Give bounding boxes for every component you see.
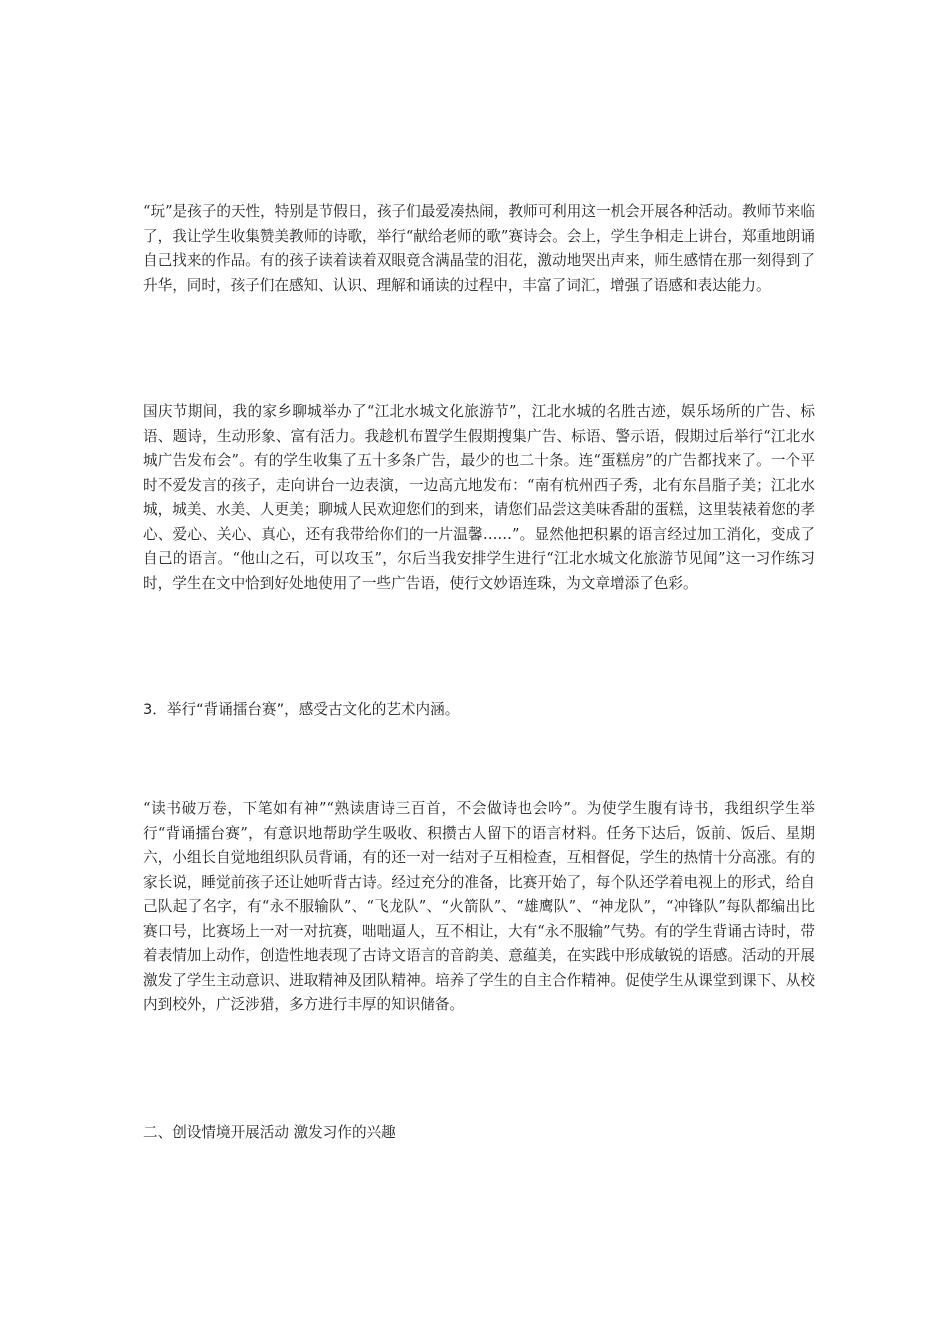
section-heading-recitation: 3．举行“背诵擂台赛”，感受古文化的艺术内涵。 [143, 701, 460, 718]
paragraph-poetry-contest: “玩”是孩子的天性，特别是节假日，孩子们最爱凑热闹，教师可利用这一机会开展各种活动。教师节来临了，我让学生收集赞美教师的诗歌，举行“献给老师的歌”赛诗会。会上，学生争相走上讲台，郑重地朗诵自己找来的作品。有的孩子读着读着双眼竟含满晶莹的泪花，激动地哭出声来，师生感情在那一刻得到了升华，同时，孩子们在感知、认识、理解和诵读的过程中，丰富了词汇，增强了语感和表达能力。 [143, 203, 815, 294]
paragraph-advertisement-meeting: 国庆节期间，我的家乡聊城举办了“江北水城文化旅游节”，江北水城的名胜古迹，娱乐场所的广告、标语、题诗，生动形象、富有活力。我趁机布置学生假期搜集广告、标语、警示语，假期过后举行“江北水城广告发布会”。有的学生收集了五十多条广告，最少的也二十条。连“蛋糕房”的广告都找来了。一个平时不爱发言的孩子，走向讲台一边表演，一边高亢地发布：“南有杭州西子秀，北有东昌脂子美；江北水城，城美、水美、人更美；聊城人民欢迎您们的到来，请您们品尝这美味香甜的蛋糕，这里装裱着您的孝心、爱心、关心、真心，还有我带给你们的一片温馨……”。显然他把积累的语言经过加工消化，变成了自己的语言。“他山之石，可以攻玉”，尔后当我安排学生进行“江北水城文化旅游节见闻”这一习作练习时，学生在文中恰到好处地使用了一些广告语，使行文妙语连珠，为文章增添了色彩。 [143, 403, 815, 592]
section-heading-create-situations: 二、创设情境开展活动 激发习作的兴趣 [143, 1124, 396, 1141]
paragraph-recitation-contest: “读书破万卷，下笔如有神”“熟读唐诗三百首，不会做诗也会吟”。为使学生腹有诗书，我组织学生举行“背诵擂台赛”，有意识地帮助学生吸收、积攒古人留下的语言材料。任务下达后，饭前、饭后、星期六，小组长自觉地组织队员背诵，有的还一对一结对子互相检查，互相督促，学生的热情十分高涨。有的家长说，睡觉前孩子还让她听背古诗。经过充分的准备，比赛开始了，每个队还学着电视上的形式，给自己队起了名字，有“永不服输队”、“飞龙队”、“火箭队”、“雄鹰队”、“神龙队”，“冲锋队”每队都编出比赛口号，比赛场上一对一对抗赛，咄咄逼人，互不相让，大有“永不服输”气势。有的学生背诵古诗时，带着表情加上动作，创造性地表现了古诗文语言的音韵美、意蕴美，在实践中形成敏锐的语感。活动的开展激发了学生主动意识、进取精神及团队精神。培养了学生的自主合作精神。促使学生从课堂到课下、从校内到校外，广泛涉猎，多方进行丰厚的知识储备。 [143, 800, 815, 1013]
